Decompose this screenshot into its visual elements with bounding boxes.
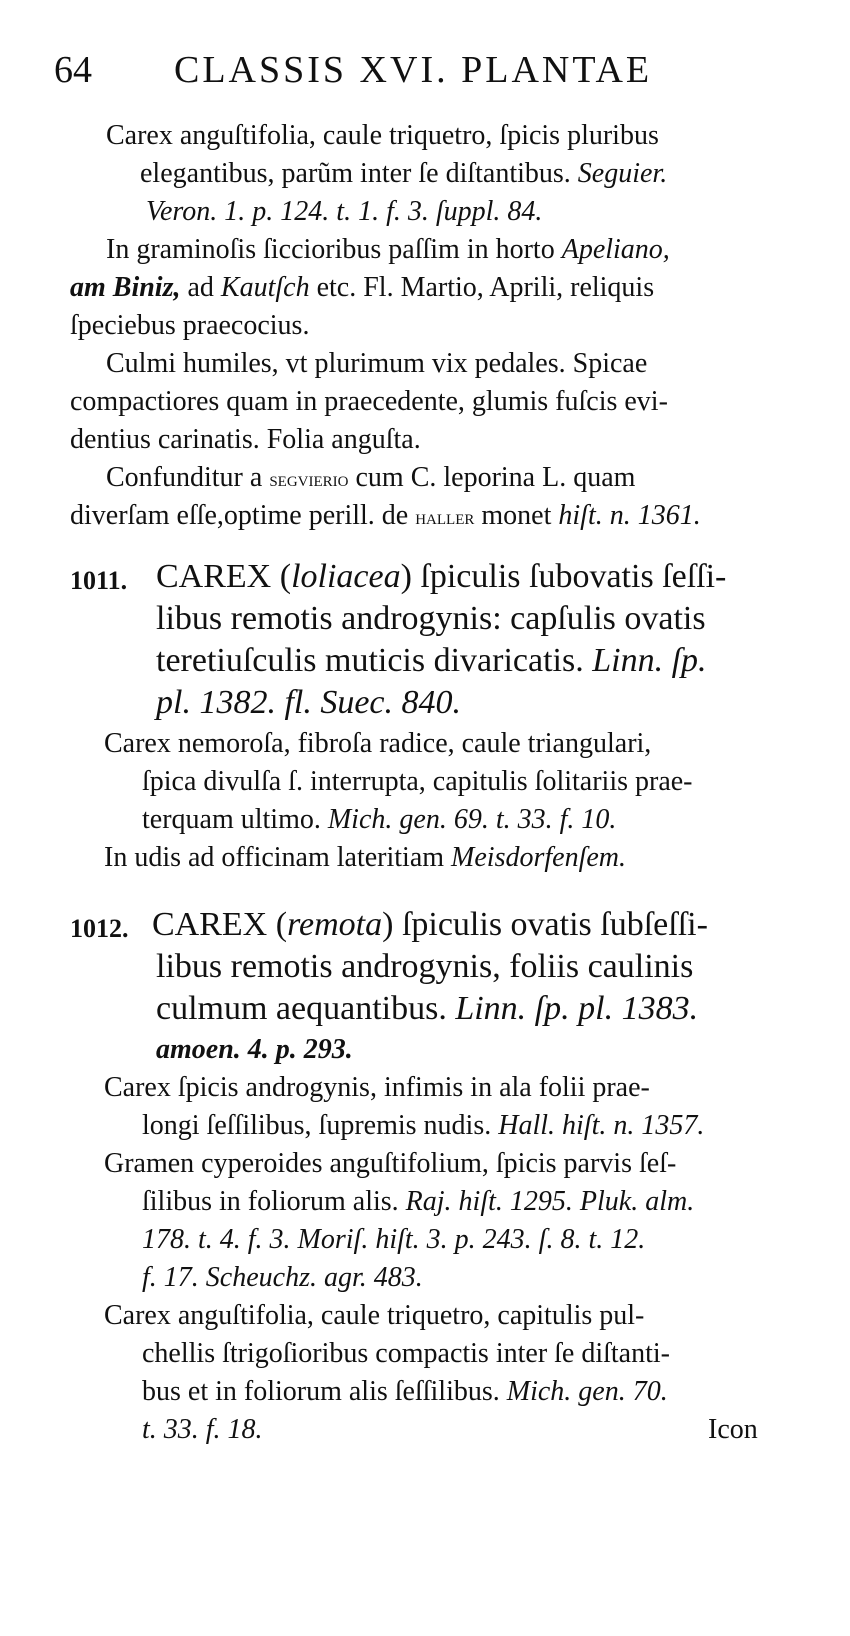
diagnosis-line: teretiuſculis muticis divaricatis. Linn. ſp. <box>156 642 707 679</box>
text-line: Confunditur a segvierio cum C. leporina L. quam <box>106 462 636 493</box>
text-line: Carex anguſtifolia, caule triquetro, capitulis pul- <box>104 1300 645 1331</box>
diagnosis-line: libus remotis androgynis: capſulis ovatis <box>156 600 706 637</box>
text-line: Veron. 1. p. 124. t. 1. f. 3. ſuppl. 84. <box>146 196 543 227</box>
text-line: am Biniz, ad Kautſch etc. Fl. Martio, Aprili, reliquis <box>70 272 655 303</box>
text-line: In udis ad officinam lateritiam Meisdorfenſem. <box>104 842 627 873</box>
diagnosis-line: CAREX (loliacea) ſpiculis ſubovatis ſeſſi- <box>156 558 727 595</box>
text-line: Gramen cyperoides anguſtifolium, ſpicis parvis ſeſ- <box>104 1148 677 1179</box>
text-line: dentius carinatis. Folia anguſta. <box>70 424 421 455</box>
catchword: Icon <box>708 1414 758 1445</box>
text-line: f. 17. Scheuchz. agr. 483. <box>142 1262 423 1293</box>
diagnosis-line: libus remotis androgynis, foliis caulinis <box>156 948 694 985</box>
text-line: terquam ultimo. Mich. gen. 69. t. 33. f. 10. <box>142 804 617 835</box>
text-line: Carex ſpicis androgynis, infimis in ala folii prae- <box>104 1072 650 1103</box>
page-header <box>54 48 734 98</box>
text-line: longi ſeſſilibus, ſupremis nudis. Hall. hiſt. n. 1357. <box>142 1110 705 1141</box>
text-line: ſilibus in foliorum alis. Raj. hiſt. 1295. Pluk. alm. <box>142 1186 695 1217</box>
page-number: 64 <box>54 49 92 91</box>
text-line: ſpeciebus praecocius. <box>70 310 310 341</box>
running-title: CLASSIS XVI. PLANTAE <box>174 49 653 91</box>
diagnosis-line: amoen. 4. p. 293. <box>156 1034 353 1065</box>
diagnosis-line: CAREX (remota) ſpiculis ovatis ſubſeſſi- <box>152 906 708 943</box>
text-line: In graminoſis ſiccioribus paſſim in horto Apeliano, <box>106 234 670 265</box>
text-line: t. 33. f. 18. <box>142 1414 263 1445</box>
text-line: ſpica divulſa ſ. interrupta, capitulis ſolitariis prae- <box>142 766 693 797</box>
diagnosis-line: culmum aequantibus. Linn. ſp. pl. 1383. <box>156 990 699 1027</box>
diagnosis-line: pl. 1382. fl. Suec. 840. <box>156 684 462 721</box>
text-line: diverſam eſſe,optime perill. de haller monet hiſt. n. 1361. <box>70 500 701 531</box>
text-line: Carex anguſtifolia, caule triquetro, ſpicis pluribus <box>106 120 659 151</box>
text-line: chellis ſtrigoſioribus compactis inter ſe diſtanti- <box>142 1338 670 1369</box>
text-line: 178. t. 4. f. 3. Moriſ. hiſt. 3. p. 243. ſ. 8. t. 12. <box>142 1224 646 1255</box>
text-line: Culmi humiles, vt plurimum vix pedales. Spicae <box>106 348 648 379</box>
species-number: 1011. <box>70 566 128 595</box>
species-number: 1012. <box>70 914 129 943</box>
text-line: compactiores quam in praecedente, glumis fuſcis evi- <box>70 386 668 417</box>
text-line: bus et in foliorum alis ſeſſilibus. Mich. gen. 70. <box>142 1376 668 1407</box>
text-line: Carex nemoroſa, fibroſa radice, caule triangulari, <box>104 728 652 759</box>
text-line: elegantibus, parũm inter ſe diſtantibus. Seguier. <box>140 158 668 189</box>
